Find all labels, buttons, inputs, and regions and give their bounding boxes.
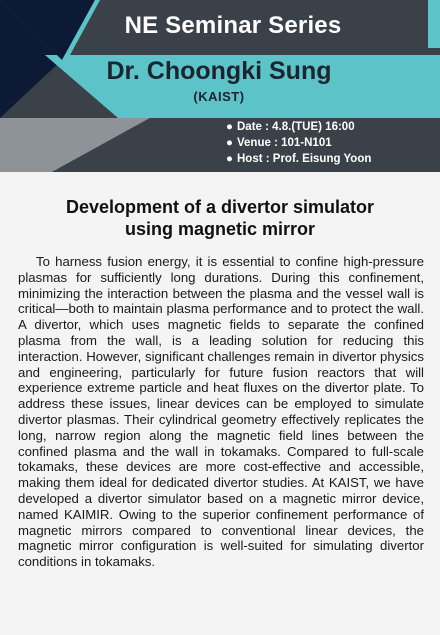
seminar-venue: [226, 135, 438, 151]
teal-edge-strip: [428, 0, 440, 48]
seminar-details: [226, 119, 438, 167]
series-title: NE Seminar Series: [124, 12, 342, 39]
seminar-header-banner: [0, 0, 440, 172]
talk-abstract: To harness fusion energy, it is essential to confine high-pressure plasmas for sufficiently long durations. During this confinement, minimizing the interaction between the plasma and the vessel wall is critical—both to maintain plasma performance and to protect the wall. A divertor, which uses magnetic fields to separate the confined plasma from the wall, is a leading solution for reducing this interaction. However, significant challenges remain in divertor physics and engineering, particularly for future fusion reactors that will experience extreme particle and heat fluxes on the divertor plate. To address these issues, linear devices can be employed to simulate divertor plasmas. Their cylindrical geometry effectively replicates the long, narrow region along the magnetic field lines between the confined plasma and the wall in tokamaks. Compared to full-scale tokamaks, these devices are more cost-effective and accessible, making them ideal for dedicated divertor studies. At KAIST, we have developed a divertor simulator based on a magnetic mirror device, named KAIMIR. Owing to the superior confinement performance of magnetic mirrors compared to conventional linear devices, the magnetic mirror configuration is well-suited for simulating divertor conditions in tokamaks.: [18, 254, 424, 570]
talk-title-line-2: using magnetic mirror: [124, 219, 316, 239]
talk-title: [20, 196, 420, 240]
bullet-icon: ●: [226, 153, 233, 165]
seminar-date: [226, 119, 438, 135]
bullet-icon: ●: [226, 137, 233, 149]
seminar-host-text: Host : Prof. Eisung Yoon: [237, 153, 372, 165]
seminar-host: [226, 151, 438, 167]
bullet-icon: ●: [226, 121, 233, 133]
speaker-affiliation: (KAIST): [193, 89, 245, 104]
speaker-name: Dr. Choongki Sung: [106, 57, 332, 85]
talk-title-line-1: Development of a divertor simulator: [65, 197, 375, 217]
seminar-venue-text: Venue : 101-N101: [237, 137, 332, 149]
seminar-date-text: Date : 4.8.(TUE) 16:00: [237, 121, 355, 133]
